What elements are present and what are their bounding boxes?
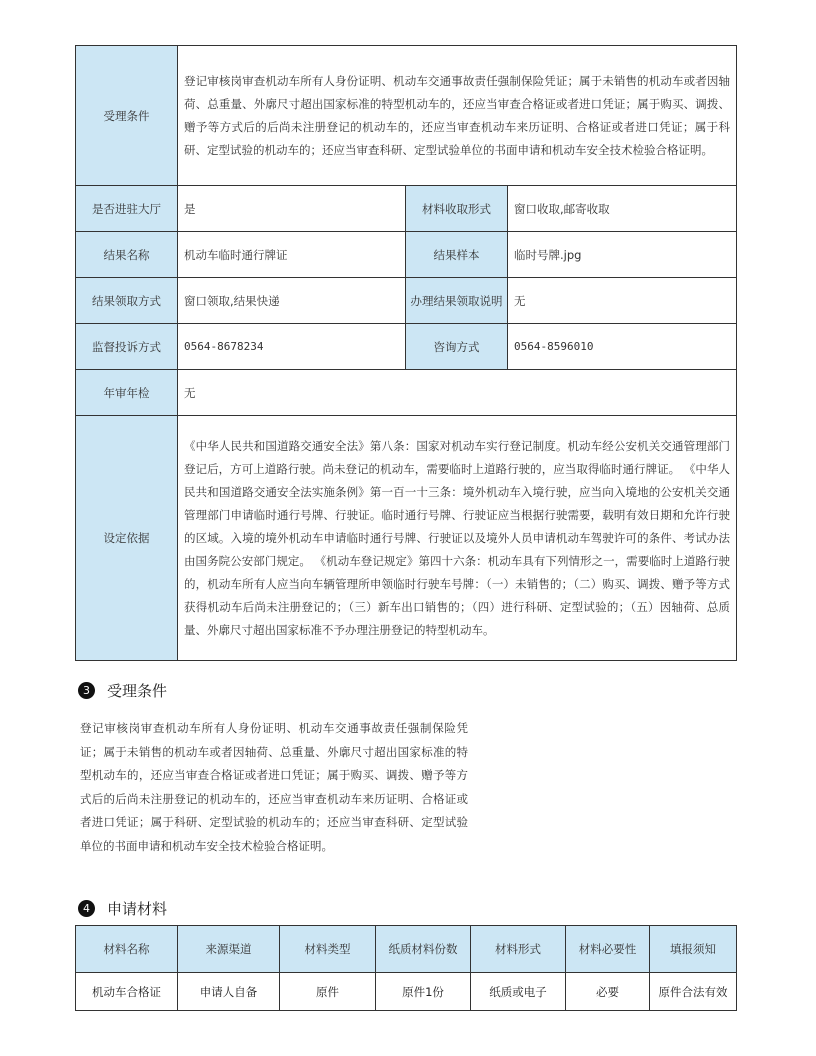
complaint-value: 0564-8678234 (178, 324, 406, 370)
column-header: 材料必要性 (566, 926, 650, 973)
acceptance-conditions-text: 登记审核岗审查机动车所有人身份证明、机动车交通事故责任强制保险凭证；属于未销售的机动车或者因轴荷、总重量、外廓尺寸超出国家标准的特型机动车的，还应当审查合格证或者进口凭证；属于购买、调拨、赠予等方式后的后尚未注册登记的机动车的，还应当审查机动车来历证明、合格证或者进口凭证；属于科研、定型试验的机动车的；还应当审查科研、定型试验单位的书面申请和机动车安全技术检验合格证明。 (80, 721, 468, 853)
annual-label: 年审年检 (76, 370, 178, 416)
table-row (76, 416, 737, 661)
column-header: 材料名称 (76, 926, 178, 973)
annual-value: 无 (178, 370, 737, 416)
column-header: 材料形式 (471, 926, 566, 973)
section-4-heading (78, 898, 167, 919)
complaint-label: 监督投诉方式 (76, 324, 178, 370)
material-type: 原件 (280, 973, 376, 1011)
receive-note-label: 办理结果领取说明 (406, 278, 508, 324)
basis-text: 《中华人民共和国道路交通安全法》第八条：国家对机动车实行登记制度。机动车经公安机关交通管理部门登记后，方可上道路行驶。尚未登记的机动车，需要临时上道路行驶的，应当取得临时通行牌证。 《中华人民共和国道路交通安全法实施条例》第一百一十三条：境外机动车入境行驶，应当向入境地的公安机关交通管理部门申请临时通行号牌、行驶证。临时通行号牌、行驶证应当根据行驶需要，载明有效日期和允许行驶的区域。入境的境外机动车申请临时通行号牌、行驶证以及境外人员申请机动车驾驶许可的条件、考试办法由国务院公安部门规定。 《机动车登记规定》第四十六条：机动车具有下列情形之一，需要临时上道路行驶的，机动车所有人应当向车辆管理所申领临时行驶车号牌：（一）未销售的；（二）购买、调拨、赠予等方式获得机动车后尚未注册登记的；（三）新车出口销售的；（四）进行科研、定型试验的；（五）因轴荷、总质量、外廓尺寸超出国家标准不予办理注册登记的特型机动车。 (178, 416, 737, 661)
materials-table (75, 925, 737, 1011)
result-name-value: 机动车临时通行牌证 (178, 232, 406, 278)
acceptance-label: 受理条件 (76, 46, 178, 186)
hall-label: 是否进驻大厅 (76, 186, 178, 232)
section-3-heading (78, 680, 167, 701)
table-row (76, 370, 737, 416)
column-header: 填报须知 (650, 926, 737, 973)
service-info-table (75, 45, 737, 661)
sample-link[interactable]: 临时号牌.jpg (508, 232, 737, 278)
number-3-icon: 3 (78, 682, 95, 699)
consult-label: 咨询方式 (406, 324, 508, 370)
column-header: 纸质材料份数 (376, 926, 471, 973)
material-necessity: 必要 (566, 973, 650, 1011)
section-4-title: 申请材料 (107, 900, 168, 918)
material-name: 机动车合格证 (76, 973, 178, 1011)
result-name-label: 结果名称 (76, 232, 178, 278)
basis-label: 设定依据 (76, 416, 178, 661)
material-source: 申请人自备 (178, 973, 280, 1011)
table-row (76, 973, 737, 1011)
material-notes: 原件合法有效 (650, 973, 737, 1011)
collect-label: 材料收取形式 (406, 186, 508, 232)
acceptance-text: 登记审核岗审查机动车所有人身份证明、机动车交通事故责任强制保险凭证；属于未销售的机动车或者因轴荷、总重量、外廓尺寸超出国家标准的特型机动车的，还应当审查合格证或者进口凭证；属于购买、调拨、赠予等方式后的后尚未注册登记的机动车的，还应当审查机动车来历证明、合格证或者进口凭证；属于科研、定型试验的机动车的；还应当审查科研、定型试验单位的书面申请和机动车安全技术检验合格证明。 (178, 46, 737, 186)
hall-value: 是 (178, 186, 406, 232)
column-header: 来源渠道 (178, 926, 280, 973)
number-4-icon: 4 (78, 900, 95, 917)
consult-value: 0564-8596010 (508, 324, 737, 370)
receive-value: 窗口领取,结果快递 (178, 278, 406, 324)
table-row (76, 46, 737, 186)
collect-value: 窗口收取,邮寄收取 (508, 186, 737, 232)
table-row (76, 278, 737, 324)
materials-header-row (76, 926, 737, 973)
sample-label: 结果样本 (406, 232, 508, 278)
material-form: 纸质或电子 (471, 973, 566, 1011)
material-copies: 原件1份 (376, 973, 471, 1011)
table-row (76, 324, 737, 370)
receive-note-value: 无 (508, 278, 737, 324)
section-3-title: 受理条件 (107, 682, 168, 700)
column-header: 材料类型 (280, 926, 376, 973)
table-row (76, 186, 737, 232)
receive-label: 结果领取方式 (76, 278, 178, 324)
table-row (76, 232, 737, 278)
